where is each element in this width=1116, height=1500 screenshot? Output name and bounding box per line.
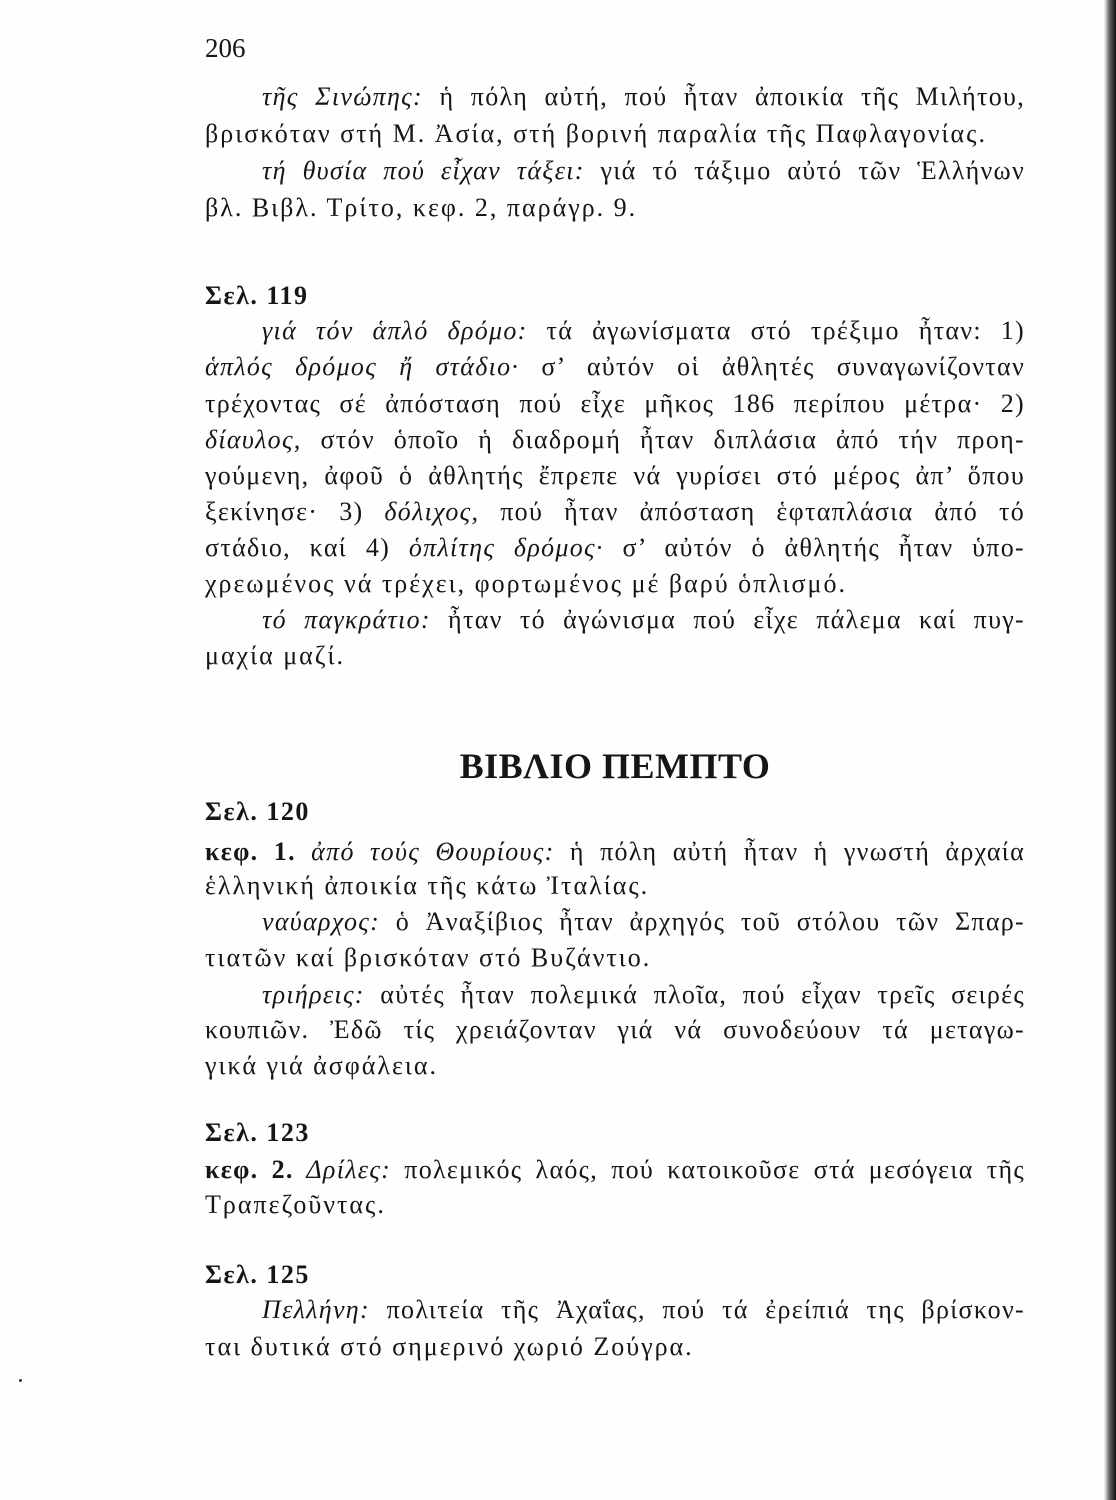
section-heading-page-125: Σελ. 125	[205, 1260, 310, 1289]
pankration-note-line-2	[205, 640, 1025, 672]
note-text: γιά τό τάξιμο αὐτό τῶν Ἑλλήνων	[584, 156, 1025, 185]
race-note-line-4	[205, 424, 1025, 456]
note-text: τά ἀγωνίσματα στό τρέξιμο ἦταν: 1)	[527, 316, 1025, 345]
note-text: ἡ πόλη αὐτή ἦταν ἡ γνωστή ἀρχαία	[554, 837, 1026, 866]
note-term: γιά τόν ἁπλό δρόμο:	[262, 316, 528, 345]
note-text: ξεκίνησε· 3)	[205, 497, 385, 526]
note-text: σ’ αὐτόν ὁ ἀθλητής ἦταν ὑπο-	[603, 533, 1025, 562]
note-term: τό παγκράτιο:	[262, 605, 431, 634]
note-text: αὐτές ἦταν πολεμικά πλοῖα, πού εἶχαν τρεῖς σειρές	[364, 980, 1025, 1009]
note-text: κουπιῶν. Ἐδῶ τίς χρειάζονταν γιά νά συνοδεύουν τά μεταγω-	[205, 1015, 1025, 1044]
note-term: δίαυλος,	[205, 425, 302, 454]
note-text: ται δυτικά στό σημερινό χωριό Ζούγρα.	[205, 1332, 694, 1361]
note-term: τή θυσία πού εἶχαν τάξει:	[262, 156, 585, 185]
note-text: σ’ αὐτόν οἱ ἀθλητές συναγωνίζονταν	[519, 352, 1026, 381]
triremes-note-line-2	[205, 1014, 1025, 1046]
note-text: πολεμικός λαός, πού κατοικοῦσε στά μεσόγεια τῆς	[391, 1155, 1025, 1184]
note-term: δόλιχος,	[384, 497, 480, 526]
note-text: ἡ πόλη αὐτή, πού ἦταν ἀποικία τῆς Μιλήτου,	[423, 82, 1025, 111]
section-heading-page-120: Σελ. 120	[205, 797, 310, 826]
sacrifice-note-line-2	[205, 192, 1025, 224]
scan-edge-shadow	[1104, 0, 1116, 1500]
drilae-note-line-2	[205, 1189, 1025, 1221]
note-text: τρέχοντας σέ ἀπόσταση πού εἶχε μῆκος 186 περίπου μέτρα· 2)	[205, 389, 1025, 418]
pankration-note-line-1	[262, 604, 1025, 636]
sacrifice-note-line-1	[262, 155, 1025, 187]
note-term: τριήρεις:	[262, 980, 365, 1009]
note-text: πολιτεία τῆς Ἀχαΐας, πού τά ἐρείπιά της βρίσκον-	[369, 1295, 1025, 1324]
section-heading-page-119: Σελ. 119	[205, 281, 309, 310]
note-text: Τραπεζοῦντας.	[205, 1190, 386, 1219]
note-text: στάδιο, καί 4)	[205, 533, 409, 562]
note-text: μαχία μαζί.	[205, 641, 346, 670]
note-text: χρεωμένος νά τρέχει, φορτωμένος μέ βαρύ ὁπλισμό.	[205, 569, 847, 598]
race-note-line-8	[205, 568, 1025, 600]
sinope-note-line-2	[205, 118, 1025, 150]
thurii-note-line-2	[205, 870, 1025, 902]
race-note-line-3	[205, 388, 1025, 420]
triremes-note-line-1	[262, 979, 1025, 1011]
note-text: ὁ Ἀναξίβιος ἦταν ἀρχηγός τοῦ στόλου τῶν Σπαρ-	[380, 907, 1025, 936]
race-note-line-6	[205, 496, 1025, 528]
section-heading-page-123: Σελ. 123	[205, 1118, 310, 1147]
note-text: ἑλληνική ἀποικία τῆς κάτω Ἰταλίας.	[205, 871, 650, 900]
note-text: τιατῶν καί βρισκόταν στό Βυζάντιο.	[205, 943, 652, 972]
drilae-note-line-1	[205, 1154, 1025, 1186]
chapter-label: κεφ. 1.	[205, 837, 296, 866]
note-term: Δρίλες:	[293, 1155, 392, 1184]
pellene-note-line-1	[262, 1294, 1025, 1326]
note-term: Πελλήνη:	[262, 1295, 370, 1324]
book-title: ΒΙΒΛΙΟ ΠΕΜΠΤΟ	[459, 746, 771, 786]
note-term: ἁπλός δρόμος ἤ στάδιο·	[205, 352, 520, 381]
page-number: 206	[205, 33, 246, 63]
note-term: ναύαρχος:	[262, 907, 381, 936]
note-text: πού ἦταν ἀπόσταση ἑφταπλάσια ἀπό τό	[479, 497, 1025, 526]
note-text: βλ. Βιβλ. Τρίτο, κεφ. 2, παράγρ. 9.	[205, 193, 638, 222]
note-text: γούμενη, ἀφοῦ ὁ ἀθλητής ἔπρεπε νά γυρίσει στό μέρος ἀπ’ ὅπου	[205, 461, 1025, 490]
sinope-note-line-1	[262, 81, 1025, 113]
race-note-line-2	[205, 351, 1025, 383]
note-term: τῆς Σινώπης:	[262, 82, 423, 111]
navarch-note-line-2	[205, 942, 1025, 974]
navarch-note-line-1	[262, 906, 1025, 938]
note-text: ἦταν τό ἀγώνισμα πού εἶχε πάλεμα καί πυγ-	[430, 605, 1026, 634]
chapter-label: κεφ. 2.	[205, 1155, 294, 1184]
race-note-line-7	[205, 532, 1025, 564]
note-text: βρισκόταν στή Μ. Ἀσία, στή βορινή παραλία τῆς Παφλαγονίας.	[205, 119, 987, 148]
note-term: ἀπό τούς Θουρίους:	[295, 837, 555, 866]
race-note-line-1	[262, 315, 1025, 347]
note-term: ὁπλίτης δρόμος·	[408, 533, 604, 562]
scan-speck	[19, 1379, 22, 1382]
note-text: στόν ὁποῖο ἡ διαδρομή ἦταν διπλάσια ἀπό τήν προη-	[301, 425, 1025, 454]
triremes-note-line-3	[205, 1050, 1025, 1082]
note-text: γικά γιά ἀσφάλεια.	[205, 1051, 438, 1080]
race-note-line-5	[205, 460, 1025, 492]
pellene-note-line-2	[205, 1331, 1025, 1363]
thurii-note-line-1	[205, 836, 1025, 868]
